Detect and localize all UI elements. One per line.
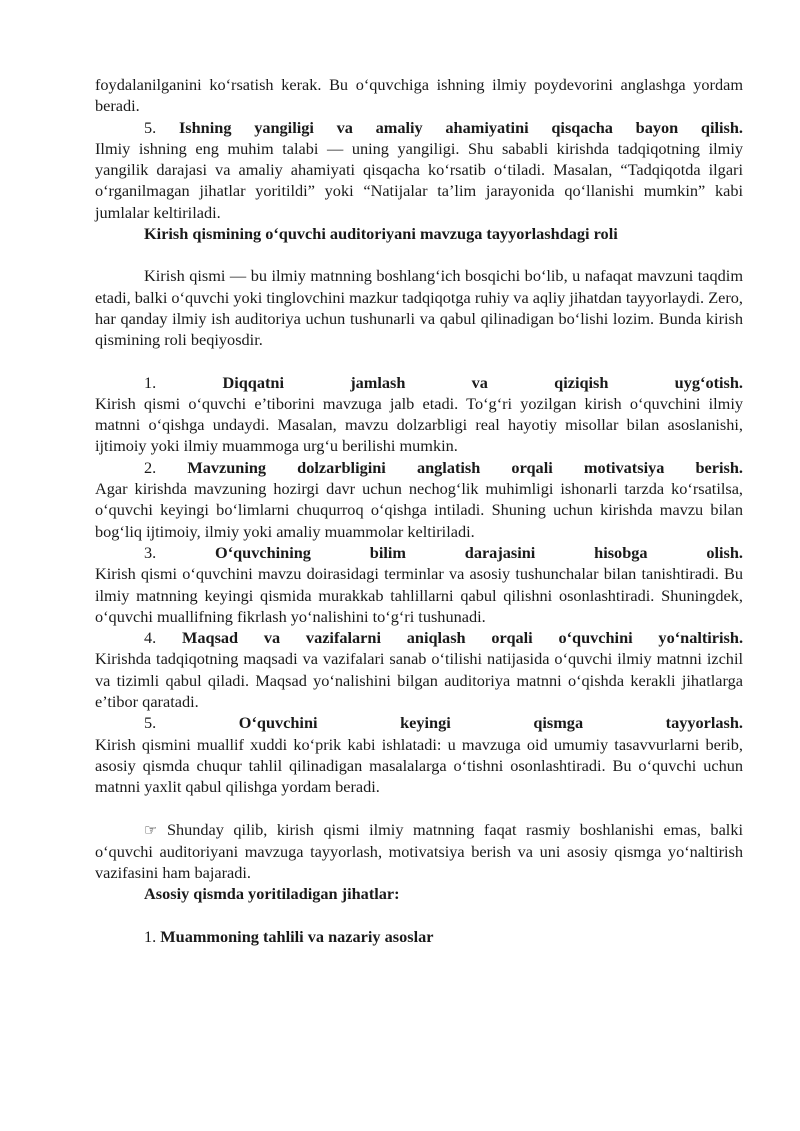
conclusion-text: Shunday qilib, kirish qismi ilmiy matnning faqat rasmiy boshlanishi emas, balki o‘quvchi auditoriyani mavzuga tayyorlash, motivatsiya berish va uni asosiy qismga yo‘naltirish vazifasini ham bajaradi. [95, 819, 743, 883]
role-heading [95, 627, 743, 648]
intro-paragraph: foydalanilganini ko‘rsatish kerak. Bu o‘quvchiga ishning ilmiy poydevorini anglashga yordam beradi. [95, 75, 743, 116]
role-number: 1. [144, 372, 223, 392]
role-item-2 [95, 457, 743, 542]
conclusion-paragraph [95, 819, 743, 884]
role-title: Diqqatni jamlash va qiziqish uyg‘otish. [222, 372, 743, 392]
point-5-number: 5. [144, 117, 179, 137]
role-title: Mavzuning dolzarbligini anglatish orqali motivatsiya berish. [187, 457, 743, 477]
role-body: Agar kirishda mavzuning hozirgi davr uchun nechog‘lik muhimligi ishonarli tarzda ko‘rsatilsa, o‘quvchi keyingi bo‘limlarni chuqurroq o‘qishga intiladi. Shuning uchun kirishda mavzu bilan bog‘liq ijtimoiy, ilmiy yoki amaliy muammolar keltiriladi. [95, 479, 743, 541]
role-body: Kirish qismi o‘quvchini mavzu doirasidagi terminlar va asosiy tushunchalar bilan tanishtiradi. Bu ilmiy matnning keyingi qismida murakkab tahlillarni qabul qilishni osonlashtiradi. Shuningdek, o‘quvchi muallifning fikrlash yo‘nalishini to‘g‘ri tushunadi. [95, 564, 743, 626]
role-heading [95, 712, 743, 733]
role-number: 3. [144, 542, 216, 562]
role-title: Maqsad va vazifalarni aniqlash orqali o‘quvchini yo‘naltirish. [182, 628, 744, 648]
main-item-title: Muammoning tahlili va nazariy asoslar [160, 926, 434, 946]
role-title: O‘quvchining bilim darajasini hisobga olish. [215, 542, 743, 562]
main-item-1 [95, 926, 743, 947]
role-heading [95, 372, 743, 393]
pointing-hand-icon: ☞ [144, 820, 158, 839]
role-number: 2. [144, 457, 188, 477]
role-number: 5. [144, 713, 239, 733]
document-page [95, 74, 743, 947]
point-5-title: Ishning yangiligi va amaliy ahamiyatini qisqacha bayon qilish. [178, 117, 743, 137]
section-intro: Kirish qismi — bu ilmiy matnning boshlang‘ich bosqichi bo‘lib, u nafaqat mavzuni taqdim etadi, balki o‘quvchi yoki tinglovchini mazkur tadqiqotga ruhiy va aqliy jihatdan tayyorlaydi. Zero, har qanday ilmiy ish auditoriya uchun tushunarli va qabul qilinadigan bo‘lishi lozim. Bunda kirish qismining roli beqiyosdir. [95, 266, 743, 350]
point-5-heading [95, 117, 743, 138]
role-number: 4. [144, 628, 182, 648]
role-item-5 [95, 712, 743, 797]
role-body: Kirish qismini muallif xuddi ko‘prik kabi ishlatadi: u mavzuga oid umumiy tasavvurlarni berib, asosiy qismda chuqur tahlil qilinadigan masalalarga o‘tishni osonlashtiradi. Bu o‘quvchi uchun matnni yaxlit qabul qilishga yordam beradi. [95, 734, 743, 797]
section-heading: Kirish qismining o‘quvchi auditoriyani mavzuga tayyorlashdagi roli [144, 224, 618, 244]
role-body: Kirish qismi o‘quvchi e’tiborini mavzuga jalb etadi. To‘g‘ri yozilgan kirish o‘quvchini ilmiy matnni o‘qishga undaydi. Masalan, mavzu dolzarbligi real hayotiy misollar bilan asoslanishi, ijtimoiy yoki ilmiy muammoga urg‘u berilishi mumkin. [95, 393, 743, 456]
point-5-body: Ilmiy ishning eng muhim talabi — uning yangiligi. Shu sababli kirishda tadqiqotning ilmiy yangilik darajasi va amaliy ahamiyati qisqacha ko‘rsatib o‘tiladi. Masalan, “Tadqiqotda ilgari o‘rganilmagan jihatlar yoritildi” yoki “Natijalar ta’lim jarayonida qo‘llanishi mumkin” kabi jumlalar keltiriladi. [95, 138, 743, 222]
role-heading [95, 542, 743, 563]
role-body: Kirishda tadqiqotning maqsadi va vazifalari sanab o‘tilishi natijasida o‘quvchi ilmiy matnni izchil va tizimli qabul qiladi. Maqsad yo‘nalishini bilgan auditoriya matnni o‘qishda kerakli jihatlarga e’tibor qaratadi. [95, 649, 743, 712]
main-part-heading: Asosiy qismda yoritiladigan jihatlar: [144, 884, 400, 904]
role-title: O‘quvchini keyingi qismga tayyorlash. [238, 713, 743, 733]
role-heading [95, 457, 743, 478]
role-item-1 [95, 372, 743, 457]
role-item-4 [95, 627, 743, 712]
role-item-3 [95, 542, 743, 627]
main-item-number: 1. [144, 926, 161, 946]
roles-list [95, 372, 743, 798]
